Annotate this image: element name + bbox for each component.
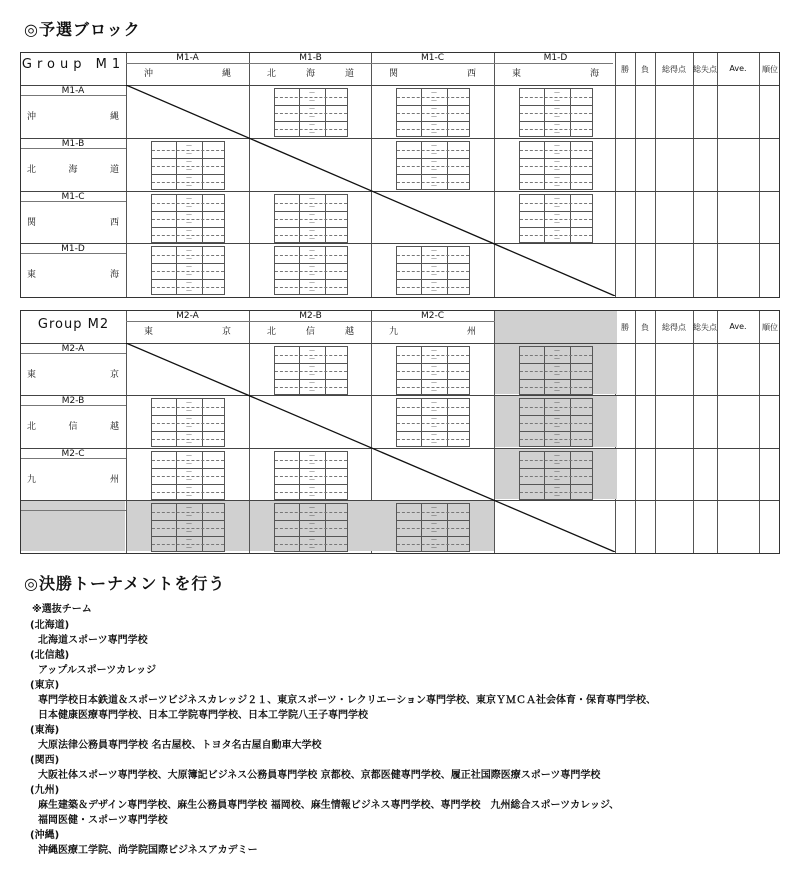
score-dash: － — [430, 399, 438, 408]
score-dash: － — [553, 165, 561, 174]
score-dash: － — [553, 181, 561, 190]
score-dash: － — [308, 247, 316, 256]
column-name-char: 西 — [466, 69, 476, 79]
stat-header: 順位 — [762, 65, 778, 74]
selection-title: ※選抜チーム — [32, 604, 92, 615]
score-dash: － — [308, 279, 316, 288]
score-dash: － — [553, 210, 561, 219]
score-dash: － — [553, 415, 561, 424]
stat-header: Ave. — [729, 64, 747, 73]
score-dash: － — [430, 263, 438, 272]
score-dash: － — [430, 347, 438, 355]
score-dash: － — [308, 89, 316, 97]
region-school-line: 北海道スポーツ専門学校 — [38, 635, 148, 646]
column-name-char: 東 — [512, 69, 522, 79]
score-dash: － — [553, 459, 561, 468]
column-code: M2-A — [176, 311, 199, 321]
score-dash: － — [308, 121, 316, 129]
score-dash: － — [553, 363, 561, 371]
score-dash: － — [308, 97, 316, 105]
column-team-name — [512, 66, 599, 79]
column-name-char: 越 — [344, 327, 354, 337]
team-name — [27, 162, 119, 175]
column-name-char: 道 — [344, 69, 354, 79]
score-dash: － — [185, 157, 193, 166]
team-name-char: 州 — [109, 474, 119, 485]
score-dash: － — [185, 483, 193, 492]
team-name-char: 北 — [27, 164, 37, 175]
team-name-char: 沖 — [27, 112, 37, 122]
stat-header: 総失点 — [693, 323, 717, 332]
team-code: M1-C — [61, 191, 85, 202]
column-name-char: 北 — [267, 69, 277, 79]
team-name-char: 関 — [27, 217, 37, 228]
empty-row — [21, 501, 125, 551]
score-dash: － — [308, 491, 316, 500]
score-dash: － — [553, 173, 561, 182]
team-name-char: 北 — [27, 422, 37, 433]
score-dash: － — [185, 431, 193, 440]
score-dash: － — [430, 423, 438, 432]
column-code: M1-A — [176, 53, 199, 63]
stat-header: 総得点 — [662, 323, 686, 332]
score-dash: － — [308, 503, 316, 512]
team-name — [27, 109, 119, 122]
score-dash: － — [308, 194, 316, 203]
header-mid-line — [126, 63, 613, 64]
team-code-line — [21, 95, 126, 96]
region-school-line: 専門学校日本鉄道＆スポーツビジネスカレッジ２１、東京スポーツ・レクリエーション専門学校、東京ＹＭＣＡ社会体育・保育専門学校、 — [38, 695, 656, 706]
score-dash: － — [553, 105, 561, 113]
score-dash: － — [308, 519, 316, 528]
score-dash: － — [430, 503, 438, 512]
score-dash: － — [185, 279, 193, 288]
region-school-line: 大原法律公務員専門学校 名古屋校、トヨタ名古屋自動車大学校 — [38, 740, 322, 751]
score-dash: － — [308, 511, 316, 520]
score-dash: － — [553, 194, 561, 203]
region-label: (北海道) — [30, 620, 70, 631]
stat-header: 勝 — [621, 65, 629, 74]
region-label: (東海) — [30, 725, 60, 736]
team-name-char: 東 — [27, 270, 37, 281]
column-name-char: 東 — [144, 327, 154, 337]
empty-column-header — [495, 311, 617, 343]
score-dash: － — [553, 347, 561, 355]
score-dash: － — [553, 371, 561, 379]
score-dash: － — [185, 439, 193, 448]
column-name-char: 北 — [267, 327, 277, 337]
team-code-line — [21, 458, 126, 459]
score-dash: － — [185, 141, 193, 150]
score-dash: － — [430, 121, 438, 129]
score-dash: － — [553, 431, 561, 440]
score-dash: － — [308, 467, 316, 476]
score-dash: － — [553, 89, 561, 97]
score-dash: － — [185, 263, 193, 272]
stat-divider — [759, 311, 760, 553]
score-dash: － — [553, 234, 561, 243]
score-dash: － — [185, 149, 193, 158]
region-school-line: 福岡医健・スポーツ専門学校 — [38, 815, 168, 826]
score-dash: － — [430, 355, 438, 363]
score-dash: － — [185, 535, 193, 544]
stat-divider — [655, 311, 656, 553]
region-label: (東京) — [30, 680, 60, 691]
team-name-char: 信 — [68, 422, 78, 433]
group-m2-table — [20, 310, 780, 554]
score-dash: － — [185, 202, 193, 211]
stat-divider — [655, 53, 656, 297]
score-dash: － — [430, 89, 438, 97]
score-dash: － — [430, 105, 438, 113]
score-dash: － — [430, 379, 438, 387]
team-name — [27, 472, 119, 485]
score-dash: － — [430, 141, 438, 150]
team-name-char: 海 — [68, 164, 78, 175]
score-dash: － — [430, 157, 438, 166]
stat-header: 勝 — [621, 323, 629, 332]
score-dash: － — [553, 423, 561, 432]
team-name-char: 越 — [109, 422, 119, 433]
score-dash: － — [308, 113, 316, 121]
score-dash: － — [430, 415, 438, 424]
score-dash: － — [553, 121, 561, 129]
column-name-char: 沖 — [144, 69, 154, 79]
column-name-char: 海 — [589, 69, 599, 79]
diagonal-stroke — [126, 343, 615, 552]
team-name — [27, 215, 119, 228]
score-dash: － — [185, 218, 193, 227]
score-dash: － — [185, 475, 193, 484]
column-code: M1-B — [299, 53, 322, 63]
score-dash: － — [430, 363, 438, 371]
score-dash: － — [185, 407, 193, 416]
score-dash: － — [185, 234, 193, 243]
score-dash: － — [308, 347, 316, 355]
score-dash: － — [185, 467, 193, 476]
team-code: M1-D — [61, 244, 85, 255]
group-m1-table — [20, 52, 780, 298]
score-dash: － — [308, 387, 316, 395]
score-dash: － — [553, 475, 561, 484]
score-dash: － — [185, 519, 193, 528]
team-code: M1-A — [61, 86, 85, 96]
score-dash: － — [185, 423, 193, 432]
score-dash: － — [308, 287, 316, 296]
stat-header: 負 — [641, 323, 649, 332]
stat-header: Ave. — [729, 322, 747, 331]
score-dash: － — [308, 535, 316, 544]
score-dash: － — [185, 415, 193, 424]
region-school-line: 大阪社体スポーツ専門学校、大原簿記ビジネス公務員専門学校 京都校、京都医健専門学校、履正社国際医療スポーツ専門学校 — [38, 770, 601, 781]
region-school-line: アップルスポーツカレッジ — [38, 665, 157, 676]
region-school-line: 麻生建築＆デザイン専門学校、麻生公務員専門学校 福岡校、麻生情報ビジネス専門学校、専門学校 九州総合スポーツカレッジ、 — [38, 800, 620, 811]
score-dash: － — [308, 234, 316, 243]
score-dash: － — [185, 271, 193, 280]
score-dash: － — [553, 141, 561, 150]
score-dash: － — [430, 535, 438, 544]
score-dash: － — [308, 202, 316, 211]
score-dash: － — [553, 439, 561, 448]
score-dash: － — [308, 379, 316, 387]
score-dash: － — [185, 451, 193, 460]
score-dash: － — [185, 491, 193, 500]
region-label: (関西) — [30, 755, 60, 766]
score-dash: － — [308, 263, 316, 272]
score-dash: － — [185, 287, 193, 296]
score-dash: － — [553, 97, 561, 105]
score-dash: － — [185, 173, 193, 182]
team-code-line — [21, 148, 126, 149]
score-dash: － — [308, 543, 316, 552]
score-dash: － — [430, 247, 438, 256]
column-team-name — [144, 66, 231, 79]
score-dash: － — [185, 210, 193, 219]
region-label: (九州) — [30, 785, 60, 796]
team-code-line — [21, 253, 126, 254]
score-dash: － — [553, 157, 561, 166]
score-dash: － — [308, 218, 316, 227]
diagonal-line — [126, 343, 616, 552]
region-label: (沖縄) — [30, 830, 60, 841]
score-dash: － — [430, 149, 438, 158]
column-code: M2-C — [420, 311, 445, 321]
diagonal-stroke — [126, 85, 615, 296]
team-name-char: 道 — [109, 164, 119, 175]
score-dash: － — [308, 210, 316, 219]
score-dash: － — [553, 355, 561, 363]
score-dash: － — [430, 431, 438, 440]
score-dash: － — [553, 218, 561, 227]
stat-divider — [693, 53, 694, 297]
region-school-line: 沖縄医療工学院、尚学院国際ビジネスアカデミー — [38, 845, 258, 856]
team-code: M1-B — [61, 138, 85, 149]
score-dash: － — [553, 226, 561, 235]
score-dash: － — [308, 451, 316, 460]
column-team-name — [144, 324, 231, 337]
score-dash: － — [185, 181, 193, 190]
column-code: M1-D — [543, 53, 568, 63]
column-team-name — [267, 66, 354, 79]
score-dash: － — [308, 129, 316, 137]
score-dash: － — [308, 371, 316, 379]
score-dash: － — [430, 407, 438, 416]
score-dash: － — [185, 399, 193, 408]
score-dash: － — [553, 399, 561, 408]
stat-divider — [717, 53, 718, 297]
team-code-line — [21, 405, 126, 406]
team-code: M2-B — [61, 396, 85, 407]
stat-header: 順位 — [762, 323, 778, 332]
column-name-char: 関 — [389, 69, 399, 79]
team-name-char: 東 — [27, 370, 37, 380]
region-school-line: 日本健康医療専門学校、日本工学院専門学校、日本工学院八王子専門学校 — [38, 710, 368, 721]
group-title: Group M1 — [21, 57, 126, 72]
score-dash: － — [553, 451, 561, 460]
score-dash: － — [185, 459, 193, 468]
team-code: M2-A — [61, 344, 85, 354]
diagonal-line — [126, 85, 616, 296]
score-dash: － — [553, 379, 561, 387]
score-dash: － — [308, 105, 316, 113]
score-dash: － — [553, 113, 561, 121]
column-team-name — [267, 324, 354, 337]
team-name — [27, 267, 119, 280]
score-dash: － — [430, 543, 438, 552]
score-dash: － — [308, 255, 316, 264]
column-name-char: 信 — [305, 327, 315, 337]
score-dash: － — [308, 475, 316, 484]
score-dash: － — [430, 129, 438, 137]
score-dash: － — [185, 165, 193, 174]
score-dash: － — [430, 511, 438, 520]
score-dash: － — [430, 519, 438, 528]
score-dash: － — [308, 271, 316, 280]
stat-divider — [635, 311, 636, 553]
score-dash: － — [430, 97, 438, 105]
team-name-char: 西 — [109, 217, 119, 228]
score-dash: － — [430, 279, 438, 288]
score-dash: － — [430, 439, 438, 448]
stat-header: 総失点 — [693, 65, 717, 74]
team-name-char: 縄 — [109, 112, 119, 122]
score-dash: － — [308, 355, 316, 363]
score-dash: － — [430, 113, 438, 121]
score-dash: － — [185, 503, 193, 512]
score-dash: － — [553, 407, 561, 416]
team-name-char: 海 — [109, 270, 119, 281]
stat-divider — [635, 53, 636, 297]
score-dash: － — [185, 511, 193, 520]
team-name — [27, 419, 119, 432]
column-name-char: 州 — [466, 327, 476, 337]
score-dash: － — [185, 226, 193, 235]
column-team-name — [389, 324, 476, 337]
heading-final: ◎決勝トーナメントを行う — [24, 574, 226, 593]
column-name-char: 海 — [305, 69, 315, 79]
stat-header: 負 — [641, 65, 649, 74]
column-name-char: 九 — [389, 327, 399, 337]
stat-divider — [759, 53, 760, 297]
score-dash: － — [553, 387, 561, 395]
team-code-line — [21, 510, 126, 511]
group-title: Group M2 — [37, 317, 110, 332]
score-dash: － — [308, 459, 316, 468]
score-dash: － — [308, 483, 316, 492]
column-team-name — [389, 66, 476, 79]
score-dash: － — [430, 255, 438, 264]
selection-list — [30, 618, 656, 858]
score-dash: － — [308, 527, 316, 536]
score-dash: － — [185, 255, 193, 264]
region-label: (北信越) — [30, 650, 70, 661]
score-dash: － — [185, 527, 193, 536]
score-dash: － — [185, 247, 193, 256]
score-dash: － — [553, 202, 561, 211]
column-code: M2-B — [299, 311, 322, 321]
score-dash: － — [185, 543, 193, 552]
score-dash: － — [430, 527, 438, 536]
team-name-char: 京 — [109, 370, 119, 380]
stat-divider — [717, 311, 718, 553]
score-dash: － — [430, 271, 438, 280]
score-dash: － — [553, 491, 561, 500]
score-dash: － — [430, 387, 438, 395]
column-code: M1-C — [420, 53, 445, 63]
score-dash: － — [553, 129, 561, 137]
score-dash: － — [308, 226, 316, 235]
score-dash: － — [430, 173, 438, 182]
team-code-line — [21, 353, 126, 354]
score-dash: － — [430, 181, 438, 190]
score-dash: － — [430, 371, 438, 379]
team-code: M2-C — [61, 448, 85, 459]
team-name-char: 九 — [27, 474, 37, 485]
score-dash: － — [430, 287, 438, 296]
team-name — [27, 367, 119, 380]
score-dash: － — [185, 194, 193, 203]
score-dash: － — [553, 483, 561, 492]
column-name-char: 京 — [221, 327, 231, 337]
score-dash: － — [308, 363, 316, 371]
stat-divider — [693, 311, 694, 553]
score-dash: － — [430, 165, 438, 174]
column-name-char: 縄 — [221, 69, 231, 79]
score-dash: － — [553, 467, 561, 476]
team-code-line — [21, 201, 126, 202]
stat-header: 総得点 — [662, 65, 686, 74]
heading-prelim: ◎予選ブロック — [24, 20, 141, 39]
score-dash: － — [553, 149, 561, 158]
